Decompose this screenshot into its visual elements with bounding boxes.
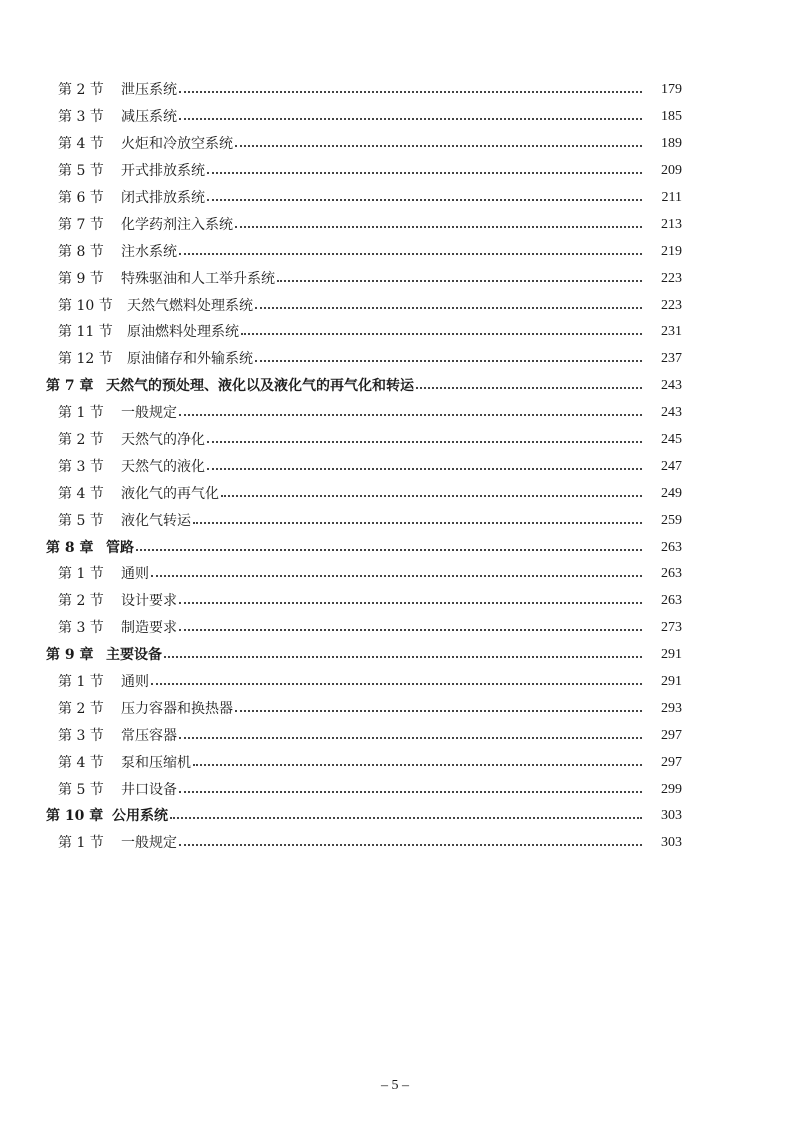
- section-number: 第 5 节: [58, 512, 104, 529]
- toc-chapter-row[interactable]: [0, 534, 790, 561]
- page-reference: 245: [661, 432, 682, 448]
- section-title: 火炬和冷放空系统: [121, 136, 233, 153]
- section-number: 第 1 节: [58, 405, 104, 422]
- toc-section-row[interactable]: [0, 131, 790, 158]
- dot-leader: [179, 737, 642, 739]
- section-title: 开式排放系统: [121, 163, 205, 180]
- dot-leader: [235, 226, 642, 228]
- dot-leader: [193, 764, 642, 766]
- toc-section-row[interactable]: [0, 400, 790, 427]
- page-reference: 291: [661, 674, 682, 690]
- page-reference: 243: [661, 405, 682, 421]
- toc-section-row[interactable]: [0, 453, 790, 480]
- section-number: 第 5 节: [58, 781, 104, 798]
- page-reference: 263: [661, 539, 682, 555]
- table-of-contents: [0, 77, 790, 857]
- toc-section-row[interactable]: [0, 830, 790, 857]
- page-reference: 213: [661, 216, 682, 232]
- section-number: 第 11 节: [58, 324, 113, 341]
- chapter-number: 第 7 章: [46, 378, 94, 395]
- section-title: 闭式排放系统: [121, 190, 205, 206]
- dot-leader: [170, 817, 642, 819]
- section-number: 第 1 节: [58, 566, 104, 583]
- page-reference: 293: [661, 700, 682, 716]
- section-number: 第 6 节: [58, 190, 104, 206]
- section-number: 第 7 节: [58, 216, 104, 233]
- toc-section-row[interactable]: [0, 185, 790, 212]
- section-title: 一般规定: [121, 405, 177, 422]
- dot-leader: [151, 575, 642, 577]
- section-title: 注水系统: [121, 243, 177, 260]
- page-reference: 249: [661, 485, 682, 501]
- toc-chapter-row[interactable]: [0, 803, 790, 830]
- toc-chapter-row[interactable]: [0, 642, 790, 669]
- page-number: – 5 –: [381, 1078, 409, 1093]
- section-number: 第 4 节: [58, 754, 104, 771]
- section-number: 第 10 节: [58, 297, 113, 314]
- toc-section-row[interactable]: [0, 507, 790, 534]
- section-number: 第 5 节: [58, 163, 104, 180]
- page-reference: 259: [661, 512, 682, 528]
- toc-section-row[interactable]: [0, 265, 790, 292]
- page-reference: 223: [661, 297, 682, 313]
- page-reference: 231: [661, 324, 682, 340]
- dot-leader: [207, 172, 642, 174]
- dot-leader: [179, 253, 642, 255]
- toc-section-row[interactable]: [0, 77, 790, 104]
- section-number: 第 12 节: [58, 351, 113, 368]
- page-reference: 263: [661, 593, 682, 609]
- page-reference: 219: [661, 243, 682, 259]
- chapter-number: 第 9 章: [46, 647, 94, 664]
- toc-section-row[interactable]: [0, 104, 790, 131]
- section-title: 通则: [121, 674, 149, 691]
- toc-section-row[interactable]: [0, 749, 790, 776]
- section-title: 一般规定: [121, 835, 177, 852]
- section-title: 压力容器和换热器: [121, 700, 233, 717]
- chapter-title: 主要设备: [106, 647, 162, 664]
- dot-leader: [277, 280, 642, 282]
- page-reference: 303: [661, 808, 682, 824]
- toc-section-row[interactable]: [0, 776, 790, 803]
- section-number: 第 9 节: [58, 270, 104, 287]
- dot-leader: [221, 495, 642, 497]
- section-number: 第 2 节: [58, 593, 104, 610]
- toc-section-row[interactable]: [0, 669, 790, 696]
- dot-leader: [255, 307, 642, 309]
- dot-leader: [179, 414, 642, 416]
- page-reference: 223: [661, 270, 682, 286]
- section-number: 第 1 节: [58, 835, 104, 852]
- section-title: 通则: [121, 566, 149, 583]
- chapter-number: 第 8 章: [46, 539, 94, 556]
- section-number: 第 2 节: [58, 432, 104, 449]
- section-number: 第 4 节: [58, 485, 104, 502]
- section-number: 第 3 节: [58, 109, 104, 126]
- toc-section-row[interactable]: [0, 346, 790, 373]
- section-title: 原油储存和外输系统: [127, 351, 253, 368]
- toc-section-row[interactable]: [0, 211, 790, 238]
- section-title: 天然气的液化: [121, 458, 205, 475]
- dot-leader: [255, 360, 642, 362]
- page-reference: 185: [661, 109, 682, 125]
- section-number: 第 2 节: [58, 700, 104, 717]
- dot-leader: [207, 199, 642, 201]
- dot-leader: [235, 710, 642, 712]
- page-reference: 303: [661, 835, 682, 851]
- page-reference: 273: [661, 620, 682, 636]
- section-title: 液化气的再气化: [121, 485, 219, 502]
- dot-leader: [416, 387, 642, 389]
- section-title: 设计要求: [121, 593, 177, 610]
- section-title: 泵和压缩机: [121, 754, 191, 771]
- chapter-title: 管路: [106, 539, 134, 556]
- chapter-number: 第 10 章: [46, 808, 104, 825]
- dot-leader: [136, 549, 642, 551]
- dot-leader: [235, 145, 642, 147]
- toc-section-row[interactable]: [0, 427, 790, 454]
- section-title: 特殊驱油和人工举升系统: [121, 270, 275, 287]
- toc-section-row[interactable]: [0, 158, 790, 185]
- section-title: 液化气转运: [121, 512, 191, 529]
- dot-leader: [179, 844, 642, 846]
- dot-leader: [193, 522, 642, 524]
- section-number: 第 4 节: [58, 136, 104, 153]
- toc-chapter-row[interactable]: [0, 373, 790, 400]
- dot-leader: [241, 333, 642, 335]
- section-title: 泄压系统: [121, 82, 177, 99]
- dot-leader: [179, 118, 642, 120]
- page-reference: 247: [661, 458, 682, 474]
- toc-section-row[interactable]: [0, 722, 790, 749]
- dot-leader: [179, 91, 642, 93]
- section-title: 制造要求: [121, 620, 177, 637]
- section-number: 第 3 节: [58, 727, 104, 744]
- toc-section-row[interactable]: [0, 615, 790, 642]
- page-reference: 263: [661, 566, 682, 582]
- dot-leader: [179, 629, 642, 631]
- page-reference: 297: [661, 754, 682, 770]
- section-number: 第 1 节: [58, 674, 104, 691]
- section-title: 化学药剂注入系统: [121, 216, 233, 233]
- dot-leader: [207, 468, 642, 470]
- section-number: 第 8 节: [58, 243, 104, 260]
- toc-section-row[interactable]: [0, 238, 790, 265]
- dot-leader: [207, 441, 642, 443]
- section-title: 常压容器: [121, 727, 177, 744]
- page-reference: 179: [661, 82, 682, 98]
- toc-section-row[interactable]: [0, 480, 790, 507]
- chapter-title: 公用系统: [112, 808, 168, 825]
- dot-leader: [179, 602, 642, 604]
- section-title: 井口设备: [121, 781, 177, 798]
- dot-leader: [164, 656, 642, 658]
- section-number: 第 3 节: [58, 620, 104, 637]
- chapter-title: 天然气的预处理、液化以及液化气的再气化和转运: [106, 378, 414, 395]
- section-title: 减压系统: [121, 109, 177, 126]
- section-number: 第 2 节: [58, 82, 104, 99]
- section-title: 天然气燃料处理系统: [127, 297, 253, 314]
- toc-section-row[interactable]: [0, 319, 790, 346]
- toc-section-row[interactable]: [0, 292, 790, 319]
- page-reference: 297: [661, 727, 682, 743]
- page-reference: 237: [661, 351, 682, 367]
- toc-section-row[interactable]: [0, 561, 790, 588]
- page-reference: 209: [661, 163, 682, 179]
- page-reference: 291: [661, 647, 682, 663]
- section-number: 第 3 节: [58, 458, 104, 475]
- page-reference: 243: [661, 378, 682, 394]
- toc-section-row[interactable]: [0, 695, 790, 722]
- page-reference: 189: [661, 136, 682, 152]
- dot-leader: [151, 683, 642, 685]
- page-reference: 299: [661, 781, 682, 797]
- section-title: 天然气的净化: [121, 432, 205, 449]
- section-title: 原油燃料处理系统: [127, 324, 239, 341]
- toc-section-row[interactable]: [0, 588, 790, 615]
- dot-leader: [179, 791, 642, 793]
- page-reference: 211: [661, 190, 682, 205]
